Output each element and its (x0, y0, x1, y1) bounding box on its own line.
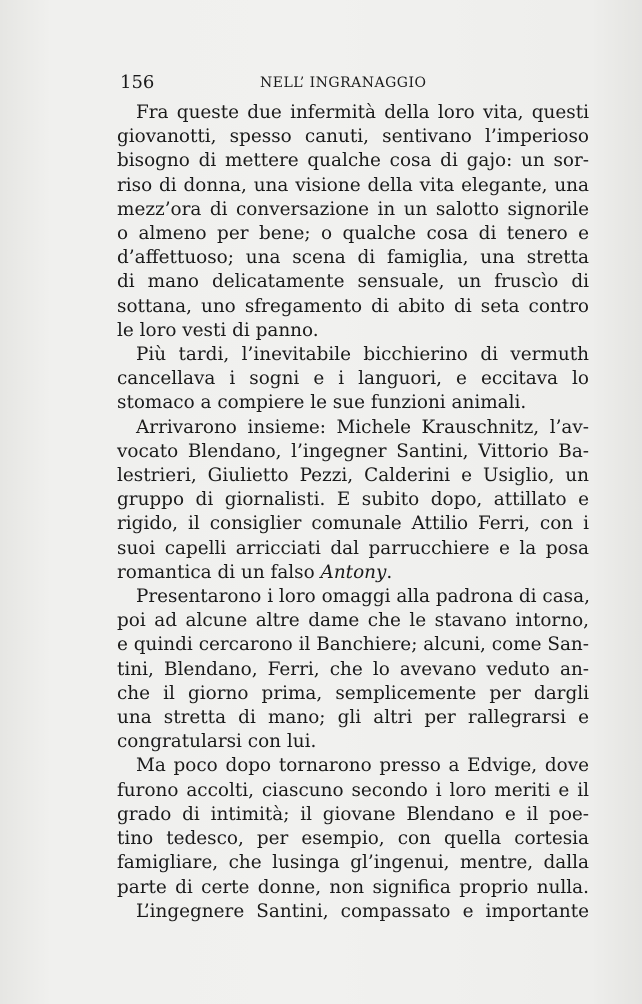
text-line: Più tardi, l’inevitabile bicchierino di vermuth (136, 344, 589, 366)
text-line: mezz’ora di conversazione in un salotto signorile (117, 198, 589, 220)
text-line: una stretta di mano; gli altri per rallegrarsi e (117, 707, 589, 729)
text-line: poi ad alcune altre dame che le stavano intorno, (117, 610, 589, 632)
text-line: bisogno di mettere qualche cosa di gajo: un sor- (117, 150, 589, 172)
text-line: stomaco a compiere le sue funzioni animali. (117, 392, 527, 414)
paragraph (117, 101, 589, 343)
text-fragment: . (386, 561, 393, 583)
italic-title: Antony (320, 561, 387, 583)
text-line: suoi capelli arricciati dal parrucchiere e la posa (117, 537, 589, 559)
text-line: grado di intimità; il giovane Blendano e il poe- (117, 803, 589, 825)
text-line: vocato Blendano, l’ingegner Santini, Vittorio Ba- (117, 440, 589, 462)
text-line (117, 561, 589, 585)
text-line: parte di certe donne, non significa proprio nulla. (117, 876, 589, 898)
paragraph (117, 585, 589, 754)
page-number: 156 (120, 72, 155, 93)
text-line: Ma poco dopo tornarono presso a Edvige, dove (136, 755, 589, 777)
text-line: Arrivarono insieme: Michele Krauschnitz, l’av- (136, 416, 589, 438)
paragraph (117, 416, 589, 585)
text-line: o almeno per bene; o qualche cosa di tenero e (117, 223, 589, 245)
paragraph (117, 900, 589, 924)
body-text (117, 101, 589, 924)
text-line: riso di donna, una visione della vita elegante, una (117, 174, 589, 196)
page-header (120, 72, 595, 98)
text-line: rigido, il consiglier comunale Attilio Ferri, con i (117, 513, 589, 535)
text-line: tino tedesco, per esempio, con quella cortesia (117, 828, 589, 850)
text-line: giovanotti, spesso canuti, sentivano l’imperioso (117, 126, 589, 148)
text-line: Fra queste due infermità della loro vita, questi (136, 102, 589, 123)
text-line: cancellava i sogni e i languori, e eccitava lo (117, 368, 589, 390)
text-line: tini, Blendano, Ferri, che lo avevano veduto an- (117, 658, 589, 680)
text-line: le loro vesti di panno. (117, 319, 319, 341)
text-line: famigliare, che lusinga gl’ingenui, mentre, dalla (117, 852, 589, 874)
text-line: lestrieri, Giulietto Pezzi, Calderini e Usiglio, un (117, 465, 589, 487)
text-line: d’affettuoso; una scena di famiglia, una stretta (117, 247, 589, 269)
paragraph (117, 343, 589, 416)
text-line: di mano delicatamente sensuale, un fruscìo di (117, 271, 589, 293)
text-line: che il giorno prima, semplicemente per dargli (117, 682, 589, 704)
text-line: furono accolti, ciascuno secondo i loro meriti e il (117, 779, 589, 801)
text-line: gruppo di giornalisti. E subito dopo, attillato e (117, 489, 589, 511)
text-line: e quindi cercarono il Banchiere; alcuni, come San- (117, 634, 589, 656)
text-line: Presentarono i loro omaggi alla padrona di casa, (136, 586, 590, 608)
paragraph (117, 754, 589, 899)
running-title: NELL’ INGRANAGGIO (260, 75, 427, 91)
text-line: congratularsi con lui. (117, 731, 317, 753)
text-fragment: romantica di un falso (117, 561, 321, 583)
text-line: sottana, uno sfregamento di abito di seta contro (117, 295, 589, 317)
text-line: L’ingegnere Santini, compassato e importante (136, 900, 589, 922)
